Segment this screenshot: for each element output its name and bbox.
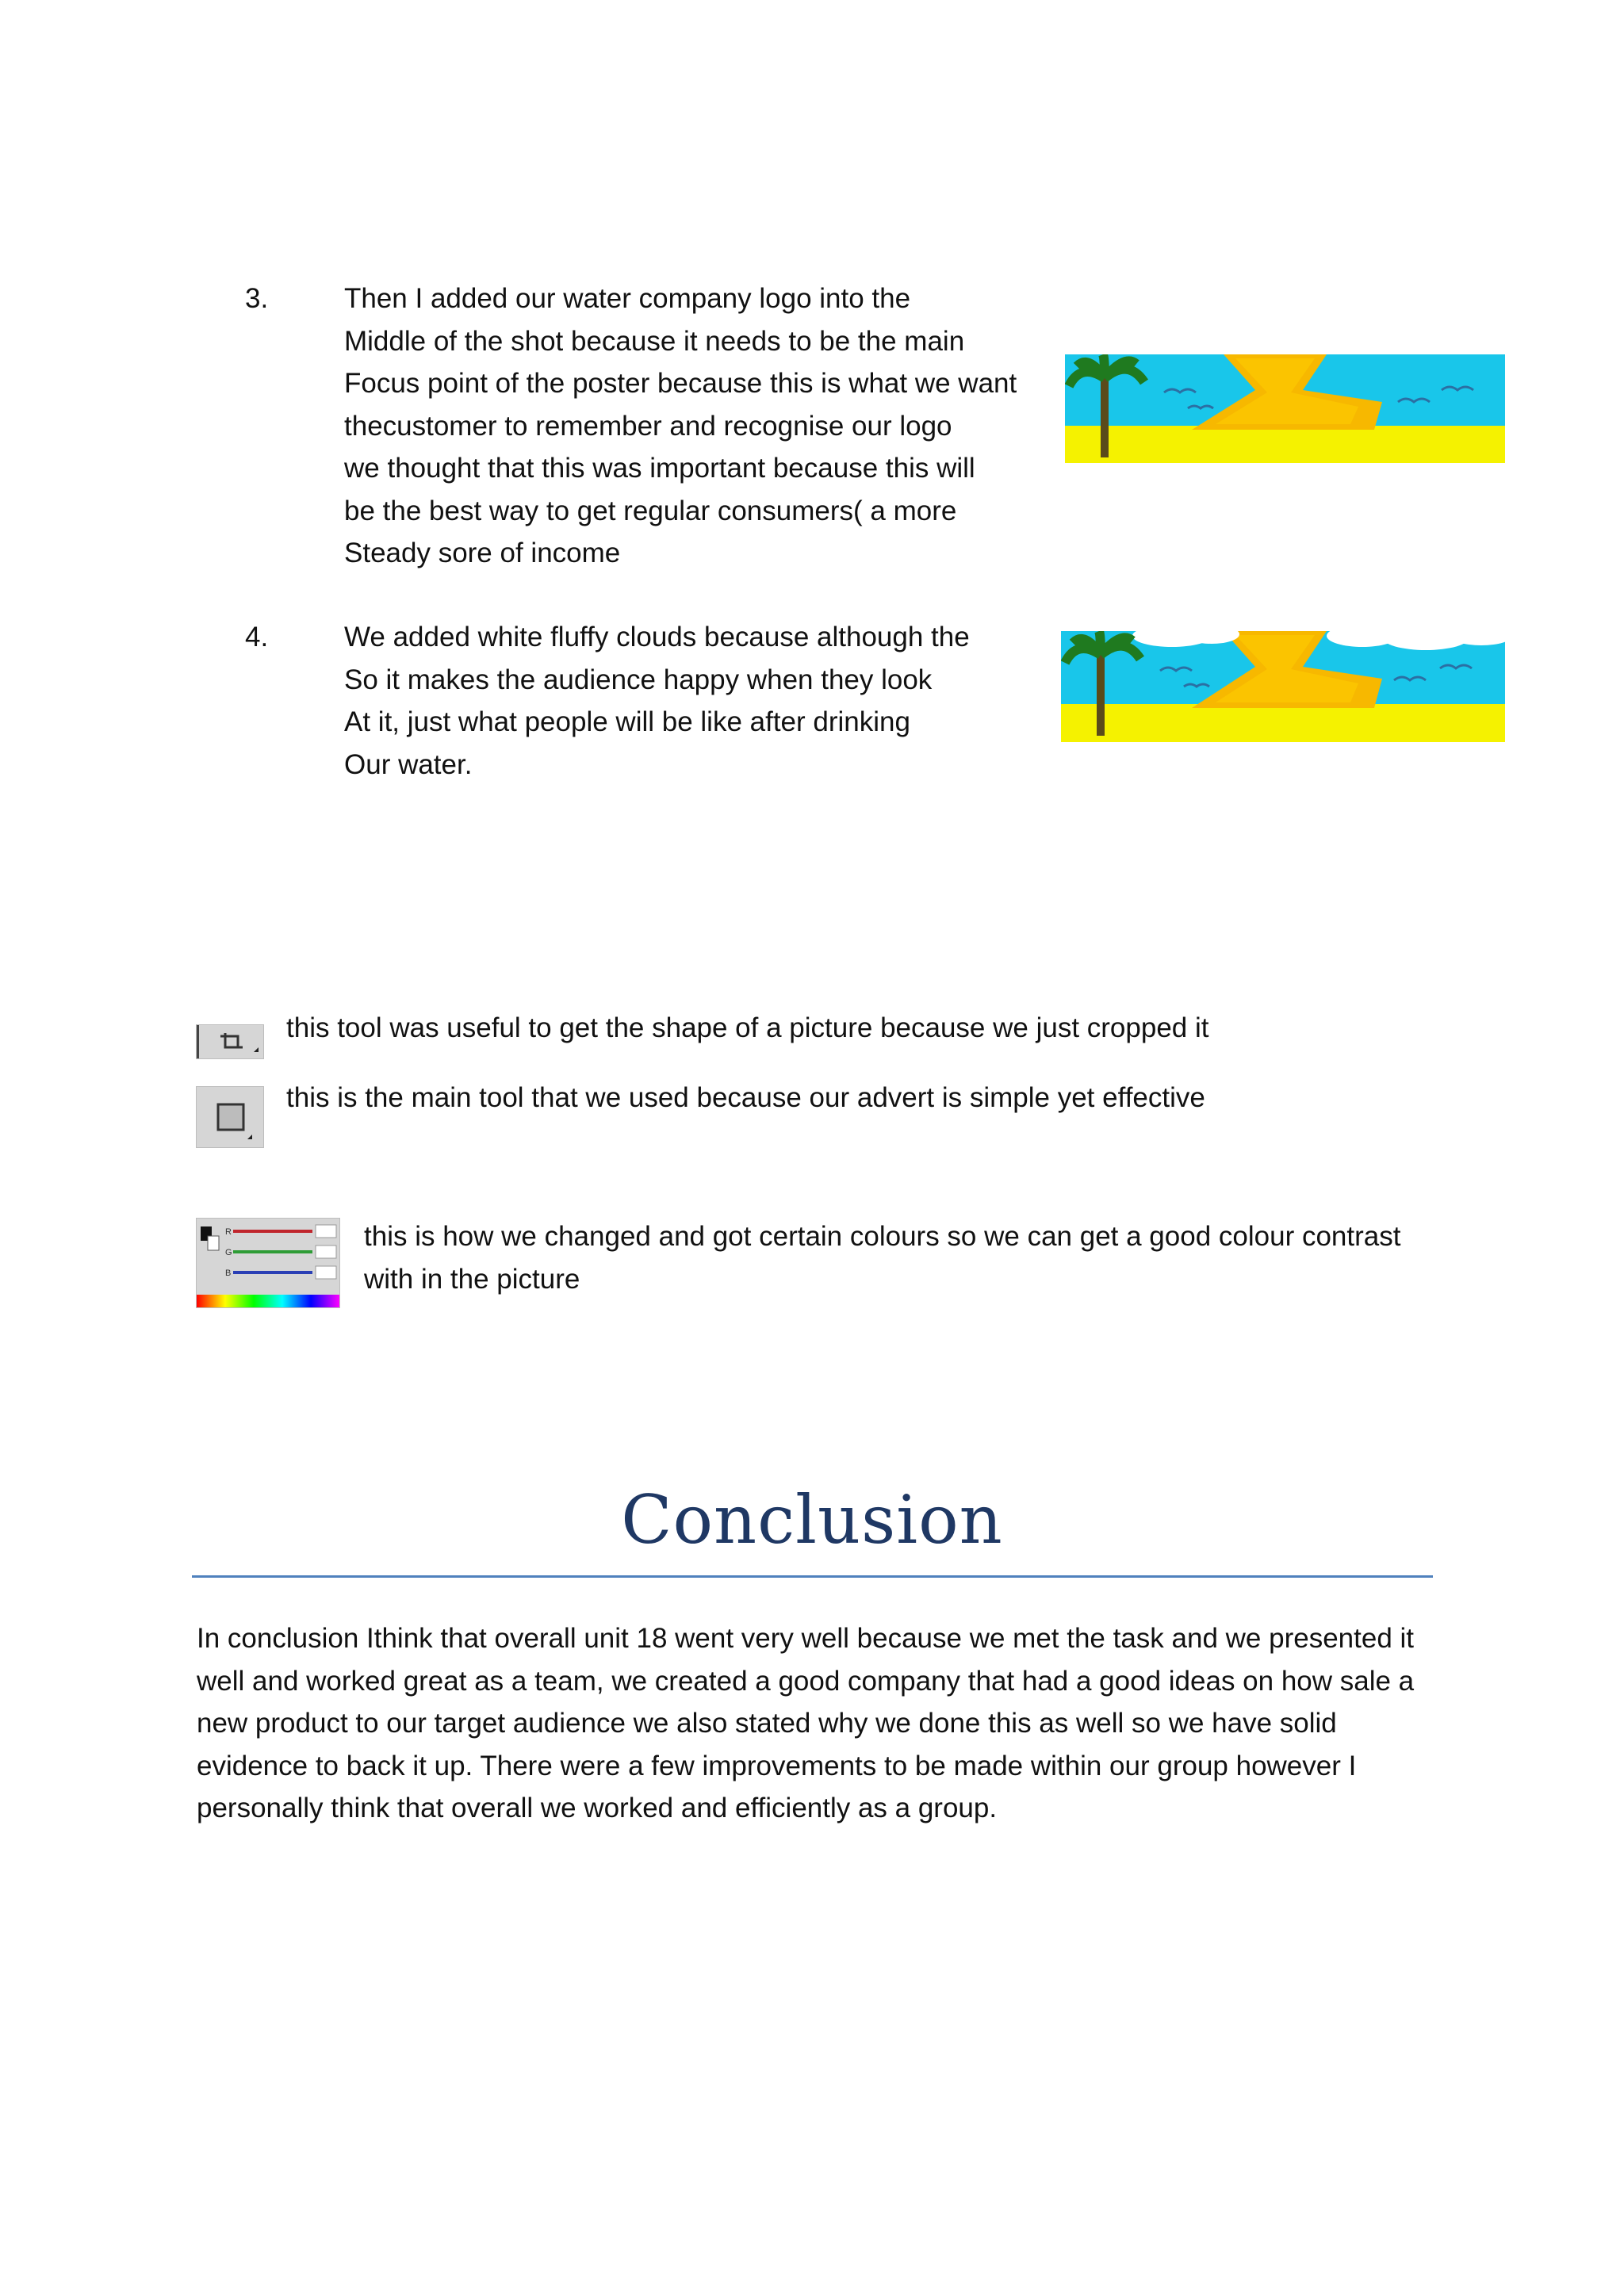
paragraph-line: In conclusion Ithink that overall unit 18 went very well because we met the task and we presented it [197,1623,1415,1654]
paragraph-line: new product to our target audience we also stated why we done this as well so we have solid [197,1708,1337,1739]
color-picker-panel-icon [196,1218,340,1308]
paragraph-line: evidence to back it up. There were a few improvements to be made within our group however I [197,1750,1357,1781]
text-line: thecustomer to remember and recognise our logo [344,410,952,442]
crop-tool-icon [196,1024,264,1059]
beach-poster-with-clouds-image [1061,631,1505,742]
list-number-4: 4. [245,622,269,652]
text-line: At it, just what people will be like after drinking [344,706,910,737]
text-line: So it makes the audience happy when they look [344,664,933,695]
rectangle-icon-graphic [197,1087,263,1147]
tool-description: with in the picture [364,1263,580,1295]
beach-poster-clouds-illustration [1061,631,1505,742]
text-line: Our water. [344,748,473,780]
color-panel-graphic [197,1219,339,1307]
conclusion-heading: Conclusion [621,1481,1003,1559]
list-number-3: 3. [245,283,269,314]
heading-underline-divider [192,1575,1433,1578]
rectangle-tool-icon [196,1086,264,1148]
tool-description: this is how we changed and got certain colours so we can get a good colour contrast [364,1221,1401,1252]
tool-description: this is the main tool that we used because our advert is simple yet effective [286,1082,1205,1113]
tool-description: this tool was useful to get the shape of a picture because we just cropped it [286,1012,1209,1043]
svg-text:R: R [225,1227,232,1237]
crop-icon-graphic [197,1025,263,1058]
text-line: Then I added our water company logo into the [344,283,911,314]
svg-text:G: G [225,1248,232,1257]
beach-poster-image [1065,354,1505,463]
text-line: be the best way to get regular consumers( a more [344,495,957,526]
text-line: Middle of the shot because it needs to be the main [344,325,965,357]
conclusion-paragraph [197,1617,1434,1830]
beach-poster-illustration [1065,354,1505,463]
text-line: Focus point of the poster because this is what we want [344,368,1017,399]
paragraph-line: well and worked great as a team, we created a good company that had a good ideas on how sale a [197,1665,1415,1697]
paragraph-line: personally think that overall we worked and efficiently as a group. [197,1793,998,1823]
svg-text:B: B [225,1269,232,1278]
text-line: Steady sore of income [344,538,621,568]
text-line: We added white fluffy clouds because although the [344,622,970,652]
text-line: we thought that this was important because this will [344,453,975,484]
